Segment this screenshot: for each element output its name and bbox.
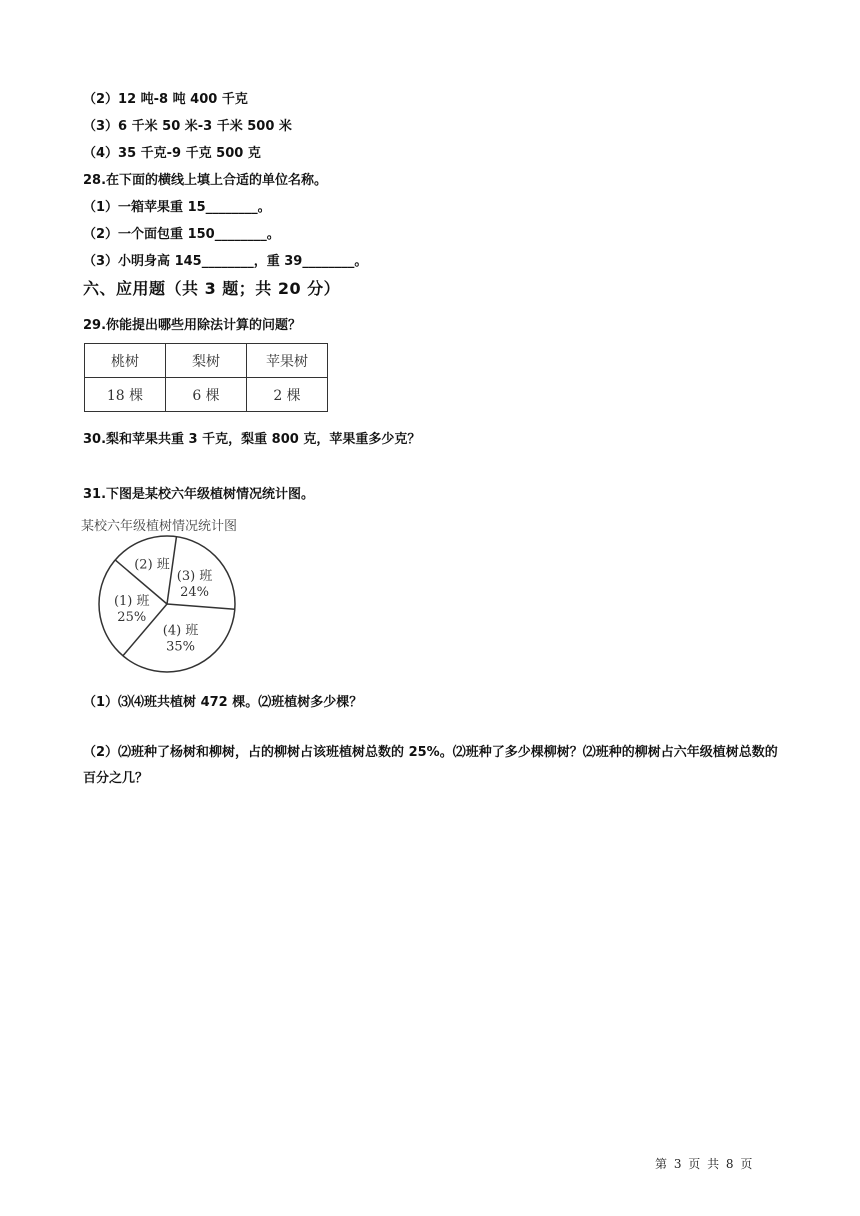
table-cell: 6 棵: [166, 378, 247, 412]
section-title: 六、应用题（共 3 题；共 20 分）: [83, 279, 341, 298]
q31-sub1: （1）⑶⑷班共植树 472 棵。⑵班植树多少棵？: [83, 695, 363, 710]
pie-slice-percent: 25%: [117, 609, 147, 625]
pie-slice-percent: 35%: [166, 639, 196, 655]
table-header-row: [85, 344, 328, 378]
table-header-cell: 桃树: [85, 344, 166, 378]
q31-sub2: （2）⑵班种了杨树和柳树，占的柳树占该班植树总数的 25%。⑵班种了多少棵柳树？⑵班种的柳树占六年级植树总数的百分之几？: [83, 745, 778, 786]
q27-item-4: （4）35 千克-9 千克 500 克: [83, 146, 261, 161]
pie-slice-name: (2) 班: [134, 557, 170, 573]
q28-item-2: （2）一个面包重 150________。: [83, 227, 280, 242]
q28-item-1: （1）一箱苹果重 15________。: [83, 200, 271, 215]
q27-item-2: （2）12 吨-8 吨 400 千克: [83, 92, 248, 107]
pie-slice-name: (1) 班: [113, 593, 150, 609]
pie-chart: [92, 532, 242, 682]
q28-item-3: （3）小明身高 145________，重 39________。: [83, 254, 368, 269]
tree-count-table: [84, 343, 328, 412]
q27-item-3: （3）6 千米 50 米-3 千米 500 米: [83, 119, 292, 134]
pie-slice-name: (4) 班: [162, 623, 199, 639]
chart-title: 某校六年级植树情况统计图: [81, 519, 238, 534]
table-cell: 18 棵: [85, 378, 166, 412]
table-row: [85, 378, 328, 412]
pie-slice-name: (3) 班: [176, 568, 213, 584]
pie-slice-percent: 24%: [180, 584, 210, 600]
q28-stem: 28.在下面的横线上填上合适的单位名称。: [83, 173, 328, 188]
q31-stem: 31.下图是某校六年级植树情况统计图。: [83, 487, 315, 502]
q29-stem: 29.你能提出哪些用除法计算的问题？: [83, 318, 302, 333]
q30-stem: 30.梨和苹果共重 3 千克，梨重 800 克，苹果重多少克？: [83, 432, 421, 447]
page-footer: 第 3 页 共 8 页: [655, 1157, 753, 1171]
table-cell: 2 棵: [247, 378, 328, 412]
table-header-cell: 苹果树: [247, 344, 328, 378]
table-header-cell: 梨树: [166, 344, 247, 378]
